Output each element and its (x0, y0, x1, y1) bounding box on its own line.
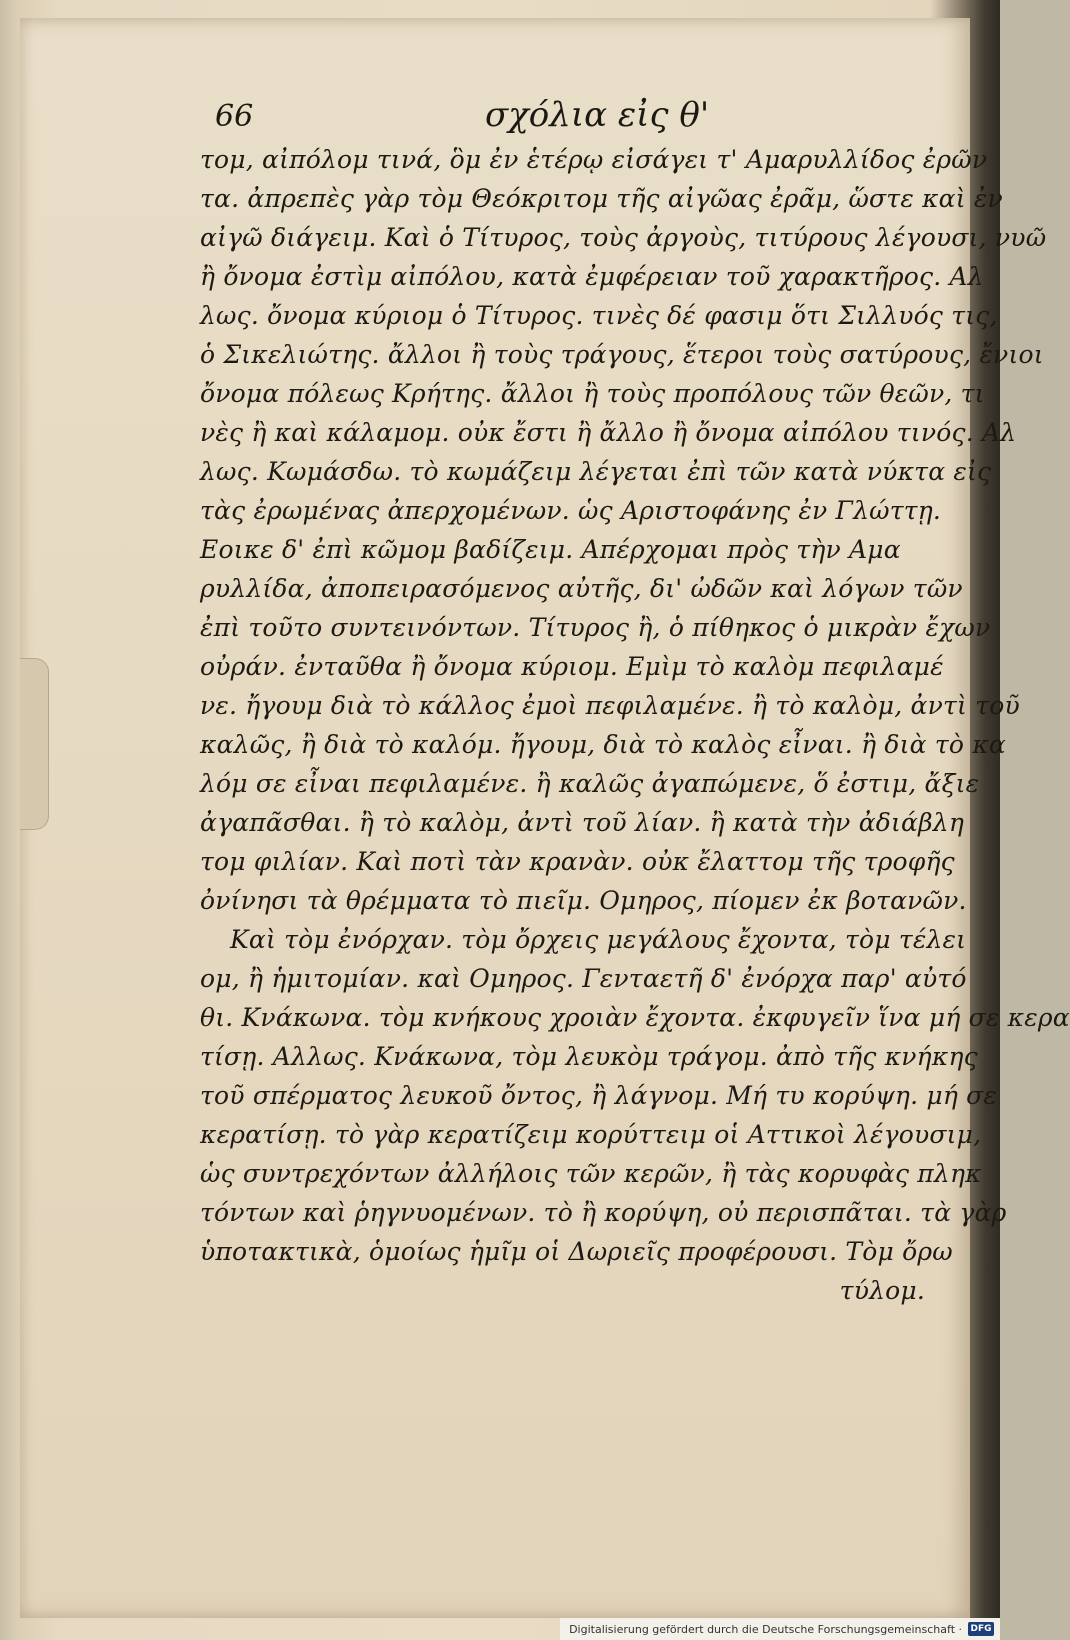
text-line: τομ φιλίαν. Καὶ ποτὶ τὰν κρανὰν. οὐκ ἔλαττομ τῆς τροφῆς (200, 847, 955, 876)
text-line: ὀνίνησι τὰ θρέμματα τὸ πιεῖμ. Ομηρος, πίομεν ἐκ βοτανῶν. (200, 886, 967, 915)
text-line: τύλομ. (839, 1276, 925, 1305)
page-header (215, 95, 915, 145)
text-line: θι. Κνάκωνα. τὸμ κνήκους χροιὰν ἔχοντα. ἐκφυγεῖν ἵνα μή σε κερα (200, 1003, 1070, 1032)
text-line: λόμ σε εἶναι πεφιλαμένε. ἢ καλῶς ἀγαπώμενε, ὅ ἐστιμ, ἄξιε (200, 769, 980, 798)
text-line: τὰς ἐρωμένας ἀπερχομένων. ὡς Αριστοφάνης ἐν Γλώττῃ. (200, 496, 942, 525)
text-line: ἢ ὄνομα ἐστὶμ αἰπόλου, κατὰ ἐμφέρειαν τοῦ χαρακτῆρος. Αλ (200, 262, 984, 291)
text-line: Καὶ τὸμ ἐνόρχαν. τὸμ ὄρχεις μεγάλους ἔχοντα, τὸμ τέλει (230, 925, 967, 954)
text-line: οὐράν. ἐνταῦθα ἢ ὄνομα κύριομ. Εμὶμ τὸ καλὸμ πεφιλαμέ (200, 652, 944, 681)
text-line: ομ, ἢ ἡμιτομίαν. καὶ Ομηρος. Γενταετῆ δ' ἐνόρχα παρ' αὐτό (200, 964, 967, 993)
running-head: σχόλια εἰς θ' (485, 95, 710, 135)
text-line: ὁ Σικελιώτης. ἄλλοι ἢ τοὺς τράγους, ἕτεροι τοὺς σατύρους, ἔνιοι (200, 340, 1044, 369)
text-line: τίσῃ. Αλλως. Κνάκωνα, τὸμ λευκὸμ τράγομ. ἀπὸ τῆς κνήκης (200, 1042, 978, 1071)
digitization-footer (560, 1618, 1000, 1640)
page-number: 66 (215, 99, 254, 134)
text-line: τα. ἀπρεπὲς γὰρ τὸμ Θεόκριτομ τῆς αἰγῶας ἐρᾶμ, ὥστε καὶ ἐν (200, 184, 1003, 213)
text-line: ὡς συντρεχόντων ἀλλήλοις τῶν κερῶν, ἢ τὰς κορυφὰς πληκ (200, 1159, 982, 1188)
text-line: ὑποτακτικὰ, ὁμοίως ἡμῖμ οἱ Δωριεῖς προφέρουσι. Τὸμ ὄρω (200, 1237, 953, 1266)
dfg-logo: DFG (968, 1622, 994, 1636)
text-line: ρυλλίδα, ἀποπειρασόμενος αὐτῆς, δι' ὠδῶν καὶ λόγων τῶν (200, 574, 963, 603)
page-tab (20, 658, 49, 830)
text-line: νε. ἤγουμ διὰ τὸ κάλλος ἐμοὶ πεφιλαμένε. ἢ τὸ καλὸμ, ἀντὶ τοῦ (200, 691, 1020, 720)
text-line: νὲς ἢ καὶ κάλαμομ. οὐκ ἔστι ἢ ἄλλο ἢ ὄνομα αἰπόλου τινός. Αλ (200, 418, 1017, 447)
text-line: ἐπὶ τοῦτο συντεινόντων. Τίτυρος ἢ, ὁ πίθηκος ὁ μικρὰν ἔχων (200, 613, 991, 642)
body-text (200, 140, 1070, 1310)
text-line: αἰγῶ διάγειμ. Καὶ ὁ Τίτυρος, τοὺς ἀργοὺς, τιτύρους λέγουσι, νυῶ (200, 223, 1047, 252)
text-line: τομ, αἰπόλομ τινά, ὃμ ἐν ἑτέρῳ εἰσάγει τ' Αμαρυλλίδος ἐρῶν (200, 145, 988, 174)
footer-text: Digitalisierung gefördert durch die Deutsche Forschungsgemeinschaft · (569, 1622, 962, 1636)
text-line: λως. Κωμάσδω. τὸ κωμάζειμ λέγεται ἐπὶ τῶν κατὰ νύκτα εἰς (200, 457, 992, 486)
text-line: Εοικε δ' ἐπὶ κῶμομ βαδίζειμ. Απέρχομαι πρὸς τὴν Αμα (200, 535, 901, 564)
text-line: ὄνομα πόλεως Κρήτης. ἄλλοι ἢ τοὺς προπόλους τῶν θεῶν, τι (200, 379, 985, 408)
text-line: τόντων καὶ ῥηγνυομένων. τὸ ἢ κορύψη, οὐ περισπᾶται. τὰ γὰρ (200, 1198, 1007, 1227)
text-line: ἀγαπᾶσθαι. ἢ τὸ καλὸμ, ἀντὶ τοῦ λίαν. ἢ κατὰ τὴν ἀδιάβλη (200, 808, 964, 837)
text-line: καλῶς, ἢ διὰ τὸ καλόμ. ἤγουμ, διὰ τὸ καλὸς εἶναι. ἢ διὰ τὸ κα (200, 730, 1006, 759)
text-line: λως. ὄνομα κύριομ ὁ Τίτυρος. τινὲς δέ φασιμ ὅτι Σιλλυός τις, (200, 301, 998, 330)
text-line: κερατίσῃ. τὸ γὰρ κερατίζειμ κορύττειμ οἱ Αττικοὶ λέγουσιμ, (200, 1120, 982, 1149)
text-line: τοῦ σπέρματος λευκοῦ ὄντος, ἢ λάγνομ. Μή τυ κορύψη. μή σε (200, 1081, 998, 1110)
